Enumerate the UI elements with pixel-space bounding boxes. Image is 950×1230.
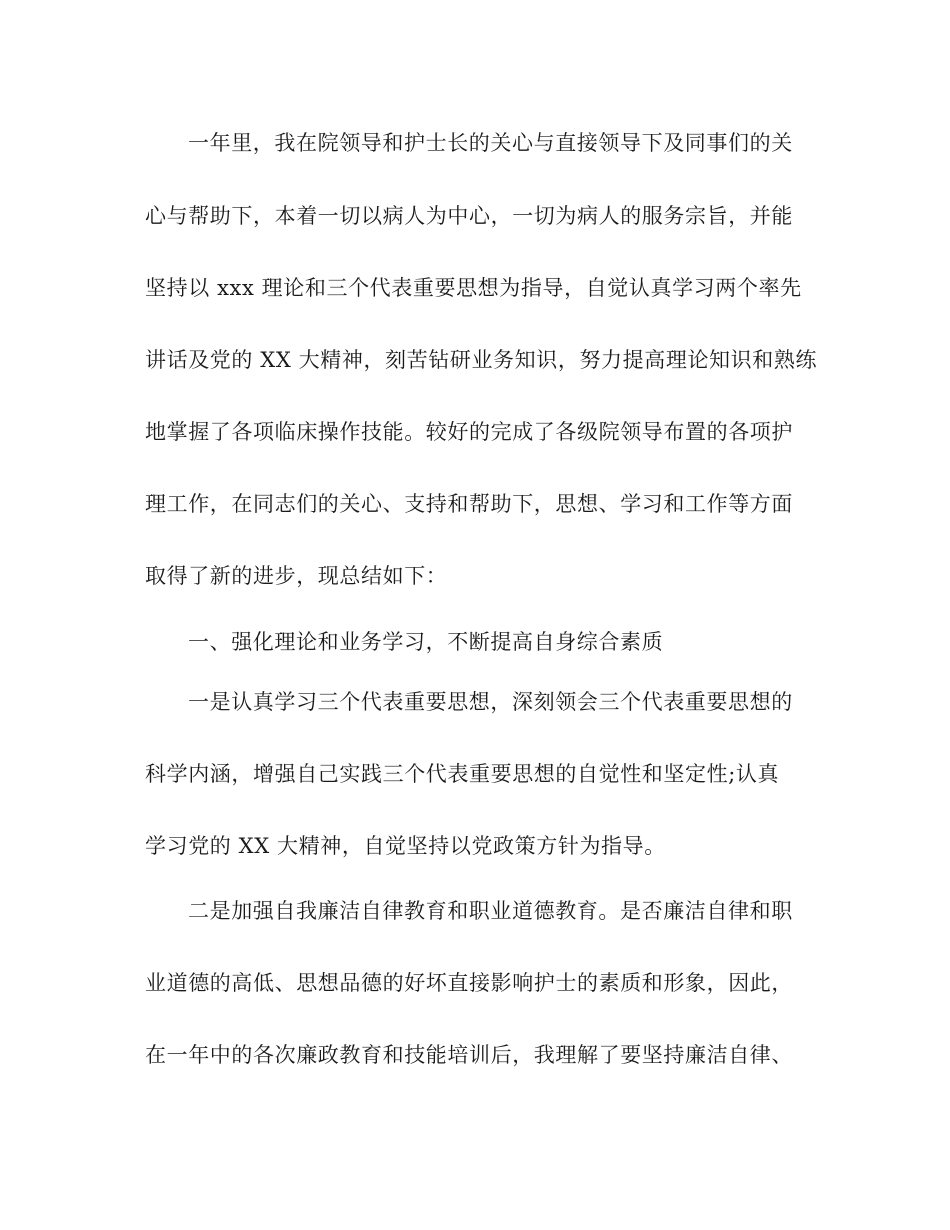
paragraph-3-line-2: 业道德的高低、思想品德的好坏直接影响护士的素质和形象，因此， — [145, 971, 793, 995]
paragraph-1-line-4: 讲话及党的 XX 大精神，刻苦钻研业务知识，努力提高理论知识和熟练 — [145, 348, 818, 372]
paragraph-1-line-1: 一年里，我在院领导和护士长的关心与直接领导下及同事们的关 — [188, 131, 793, 155]
paragraph-1-line-5: 地掌握了各项临床操作技能。较好的完成了各级院领导布置的各项护 — [145, 420, 793, 444]
paragraph-1-line-6: 理工作，在同志们的关心、支持和帮助下，思想、学习和工作等方面 — [145, 492, 793, 516]
section-heading-1: 一、强化理论和业务学习，不断提高自身综合素质 — [188, 630, 664, 654]
paragraph-1-line-2: 心与帮助下，本着一切以病人为中心，一切为病人的服务宗旨，并能 — [145, 204, 793, 228]
paragraph-2-line-2: 科学内涵，增强自己实践三个代表重要思想的自觉性和坚定性;认真 — [145, 762, 780, 786]
paragraph-1-line-3: 坚持以 xxx 理论和三个代表重要思想为指导，自觉认真学习两个率先 — [145, 276, 802, 300]
paragraph-2-line-1: 一是认真学习三个代表重要思想，深刻领会三个代表重要思想的 — [188, 690, 793, 714]
paragraph-3-line-1: 二是加强自我廉洁自律教育和职业道德教育。是否廉洁自律和职 — [188, 899, 793, 923]
paragraph-1-line-7: 取得了新的进步，现总结如下： — [145, 564, 448, 588]
paragraph-3-line-3: 在一年中的各次廉政教育和技能培训后，我理解了要坚持廉洁自律、 — [145, 1043, 793, 1067]
paragraph-2-line-3: 学习党的 XX 大精神，自觉坚持以党政策方针为指导。 — [145, 834, 666, 858]
